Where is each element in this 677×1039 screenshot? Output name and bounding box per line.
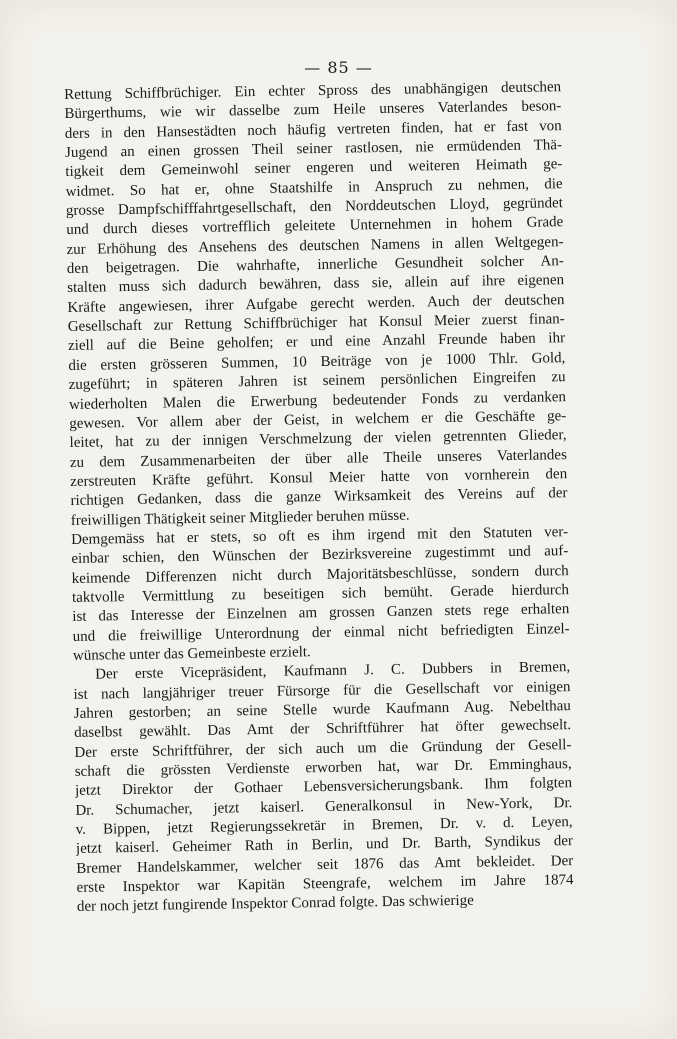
text-line: Jugend an einen grossen Theil seiner rastlosen, nie ermüdenden Thä- bbox=[64, 137, 563, 162]
text-line: zur Erhöhung des Ansehens des deutschen Namens in allen Weltgegen- bbox=[66, 233, 564, 258]
text-line: Rettung Schiffbrüchiger. Ein echter Spross des unabhängigen deutschen bbox=[64, 79, 562, 103]
text-line: und durch dieses vortrefflich geleitete Unternehmen in hohem Grade bbox=[66, 214, 564, 239]
page-number: — 85 — bbox=[304, 58, 373, 77]
text-line: gewesen. Vor allem aber der Geist, in welchem er die Geschäfte ge- bbox=[69, 407, 567, 432]
text-line: Der erste Vicepräsident, Kaufmann J. C. Dubbers in Bremen, bbox=[95, 659, 571, 683]
text-line: freiwilligen Thätigkeit seiner Mitglieder beruhen müsse. bbox=[70, 507, 410, 529]
text-line: ders in den Hansestädten noch häufig vertreten finden, hat er fast von bbox=[64, 117, 562, 142]
text-line: richtigen Gedanken, dass die ganze Wirksamkeit des Vereins auf der bbox=[70, 485, 568, 510]
text-line: erste Inspektor war Kapitän Steengrafe, welchem im Jahre 1874 bbox=[76, 872, 574, 896]
text-line: ist nach langjähriger treuer Fürsorge für die Gesellschaft vor einigen bbox=[73, 678, 571, 703]
text-line: jetzt Direktor der Gothaer Lebensversicherungsbank. Ihm folgten bbox=[74, 775, 573, 800]
text-line: leitet, hat zu der innigen Verschmelzung der vielen getrennten Glieder, bbox=[69, 427, 567, 452]
text-line: wiederholten Malen die Erwerbung bedeutender Fonds zu verdanken bbox=[68, 388, 567, 413]
text-line: ziell auf die Beine geholfen; er und eine Anzahl Freunde haben ihr bbox=[67, 330, 566, 355]
text-line: stalten muss sich dadurch bewähren, dass sie, allein auf ihre eigenen bbox=[67, 272, 565, 297]
text-line: widmet. So hat er, ohne Staatshilfe in Anspruch zu nehmen, die bbox=[65, 175, 563, 200]
text-line: Gesellschaft zur Rettung Schiffbrüchiger hat Konsul Meier zuerst finan- bbox=[67, 311, 565, 336]
text-line: einbar schien, den Wünschen der Bezirksvereine zugestimmt und auf- bbox=[71, 543, 569, 568]
text-line: zu dem Zusammenarbeiten der über alle Theile unseres Vaterlandes bbox=[69, 446, 567, 471]
text-line: den beigetragen. Die wahrhafte, innerliche Gesundheit solcher An- bbox=[66, 253, 564, 278]
text-line: Dr. Schumacher, jetzt kaiserl. Generalkonsul in New-York, Dr. bbox=[75, 794, 573, 819]
text-line: Bürgerthums, wie wir dasselbe zum Heile unseres Vaterlandes beson- bbox=[64, 98, 562, 123]
text-line: Kräfte angewiesen, ihrer Aufgabe gerecht werden. Auch der deutschen bbox=[67, 291, 565, 316]
text-line: daselbst gewählt. Das Amt der Schriftführer hat öfter gewechselt. bbox=[74, 717, 572, 742]
text-line: keimende Differenzen nicht durch Majoritätsbeschlüsse, sondern durch bbox=[71, 562, 569, 587]
text-line: taktvolle Vermittlung zu beseitigen sich bemüht. Gerade hierdurch bbox=[71, 582, 570, 606]
body-text bbox=[64, 78, 574, 917]
text-line: die ersten grösseren Summen, 10 Beiträge von je 1000 Thlr. Gold, bbox=[68, 349, 566, 374]
text-line: schaft die grössten Verdienste erworben hat, war Dr. Emminghaus, bbox=[74, 756, 572, 780]
text-line: zerstreuten Kräfte geführt. Konsul Meier hatte von vornherein den bbox=[70, 466, 568, 490]
text-line: ist das Interesse der Einzelnen am grossen Ganzen stets rege erhalten bbox=[72, 601, 570, 626]
text-line: der noch jetzt fungirende Inspektor Conrad folgte. Das schwierige bbox=[76, 893, 474, 916]
text-line: zugeführt; in späteren Jahren ist seinem persönlichen Eingreifen zu bbox=[68, 369, 566, 394]
text-line: und die freiwillige Unterordnung der einmal nicht befriedigten Einzel- bbox=[72, 620, 570, 645]
text-line: grosse Dampfschifffahrtgesellschaft, den Norddeutschen Lloyd, gegründet bbox=[65, 195, 564, 220]
text-line: Demgemäss hat er stets, so oft es ihm irgend mit den Statuten ver- bbox=[71, 524, 569, 548]
text-line: Bremer Handelskammer, welcher seit 1876 das Amt bekleidet. Der bbox=[76, 852, 574, 877]
text-line: tigkeit dem Gemeinwohl seiner engeren und weiteren Heimath ge- bbox=[65, 156, 563, 181]
text-line: Der erste Schriftführer, der sich auch um die Gründung der Gesell- bbox=[74, 736, 572, 761]
text-line: Jahren gestorben; an seine Stelle wurde Kaufmann Aug. Nebelthau bbox=[73, 698, 571, 722]
text-line: jetzt kaiserl. Geheimer Rath in Berlin, und Dr. Barth, Syndikus der bbox=[75, 833, 574, 858]
text-line: wünsche unter das Gemeinbeste erzielt. bbox=[72, 644, 311, 664]
text-line: v. Bippen, jetzt Regierungssekretär in Bremen, Dr. v. d. Leyen, bbox=[75, 814, 573, 838]
